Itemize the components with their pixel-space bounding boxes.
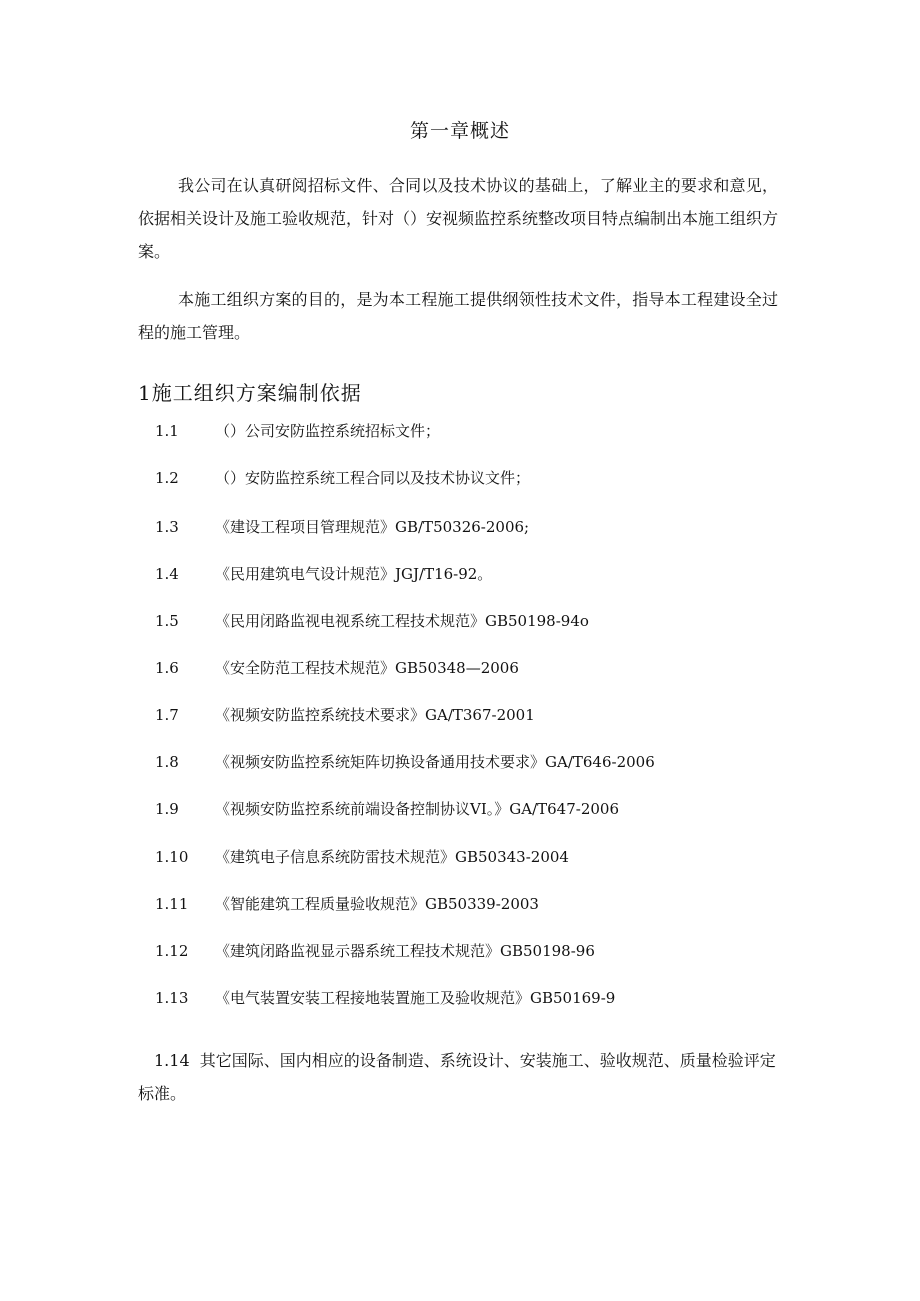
reference-item xyxy=(155,750,795,774)
reference-text: 《视频安防监控系统技术要求》GA/T367-2001 xyxy=(215,706,535,724)
reference-item xyxy=(155,939,795,963)
intro-paragraph-2: 本施工组织方案的目的，是为本工程施工提供纲领性技术文件，指导本工程建设全过程的施工管理。 xyxy=(138,290,778,342)
reference-item xyxy=(155,986,795,1010)
reference-number: 1.10 xyxy=(155,848,189,866)
reference-text: 《建设工程项目管理规范》GB/T50326-2006; xyxy=(215,518,530,536)
reference-item xyxy=(155,703,795,727)
reference-text: 《视频安防监控系统前端设备控制协议VI。》GA/T647-2006 xyxy=(215,800,620,818)
reference-item xyxy=(155,515,795,539)
reference-item xyxy=(155,562,795,586)
reference-item xyxy=(155,419,795,443)
final-reference-text: 其它国际、国内相应的设备制造、系统设计、安装施工、验收规范、质量检验评定标准。 xyxy=(138,1051,776,1103)
reference-text: 《电气装置安装工程接地装置施工及验收规范》GB50169-9 xyxy=(215,989,616,1007)
reference-text: 《智能建筑工程质量验收规范》GB50339-2003 xyxy=(215,895,539,913)
chapter-title: 第一章概述 xyxy=(409,120,510,142)
reference-number: 1.13 xyxy=(155,989,189,1007)
reference-text: （）公司安防监控系统招标文件； xyxy=(215,422,441,440)
section-heading: 1施工组织方案编制依据 xyxy=(138,381,362,405)
reference-text: 《民用建筑电气设计规范》JGJ/T16-92。 xyxy=(215,565,493,583)
reference-item xyxy=(155,797,795,821)
reference-item xyxy=(155,466,795,490)
reference-number: 1.4 xyxy=(155,565,179,583)
reference-number: 1.7 xyxy=(155,706,179,724)
reference-number: 1.1 xyxy=(155,422,179,440)
reference-text: 《安全防范工程技术规范》GB50348—2006 xyxy=(215,659,519,677)
reference-text: 《民用闭路监视电视系统工程技术规范》GB50198-94o xyxy=(215,612,589,630)
reference-item xyxy=(155,892,795,916)
intro-paragraph-1: 我公司在认真研阅招标文件、合同以及技术协议的基础上，了解业主的要求和意见，依据相关设计及施工验收规范，针对（）安视频监控系统整改项目特点编制出本施工组织方案。 xyxy=(138,176,779,261)
reference-number: 1.12 xyxy=(155,942,189,960)
reference-item xyxy=(155,609,795,633)
reference-text: 《视频安防监控系统矩阵切换设备通用技术要求》GA/T646-2006 xyxy=(215,753,655,771)
reference-text: 《建筑电子信息系统防雷技术规范》GB50343-2004 xyxy=(215,848,569,866)
reference-number: 1.5 xyxy=(155,612,179,630)
final-reference-item xyxy=(138,1044,778,1110)
reference-number: 1.8 xyxy=(155,753,179,771)
reference-number: 1.11 xyxy=(155,895,189,913)
reference-number: 1.6 xyxy=(155,659,179,677)
final-reference-number: 1.14 xyxy=(154,1051,190,1070)
reference-text: 《建筑闭路监视显示器系统工程技术规范》GB50198-96 xyxy=(215,942,595,960)
reference-text: （）安防监控系统工程合同以及技术协议文件； xyxy=(215,469,531,487)
reference-item xyxy=(155,845,795,869)
reference-item xyxy=(155,656,795,680)
reference-number: 1.9 xyxy=(155,800,179,818)
reference-number: 1.3 xyxy=(155,518,179,536)
reference-number: 1.2 xyxy=(155,469,179,487)
